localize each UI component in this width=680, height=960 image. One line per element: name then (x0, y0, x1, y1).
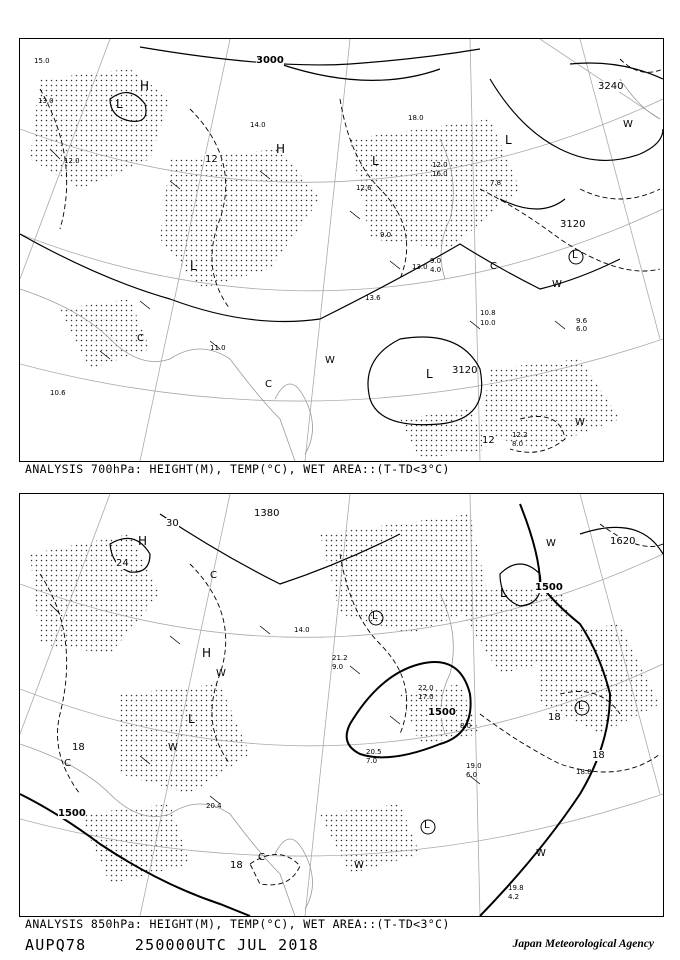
isotherm-label-18: 18 (72, 742, 85, 753)
low-pressure-center: L (372, 154, 379, 168)
low-pressure-center: L (424, 820, 430, 831)
cold-marker: C (258, 852, 265, 863)
warm-marker: W (354, 860, 364, 871)
contour-label-3240: 3240 (598, 81, 624, 92)
agency-name: Japan Meteorological Agency (512, 938, 654, 950)
station-value: 18.0 (408, 114, 424, 122)
station-value: 12.6 (356, 184, 372, 192)
isotherm-label-18: 18 (592, 750, 605, 761)
contour-label-1620: 1620 (610, 536, 636, 547)
warm-marker: W (216, 668, 226, 679)
station-value: 20.4 (206, 802, 222, 810)
warm-marker: W (536, 848, 546, 859)
low-pressure-center: L (188, 712, 195, 726)
map-700hpa (19, 38, 664, 462)
station-value: 19.0 (466, 762, 482, 770)
station-value: 9.0 (380, 231, 392, 239)
station-value: 10.6 (50, 389, 66, 397)
station-value: 21.2 (332, 654, 348, 662)
cold-marker: C (137, 333, 144, 344)
isotherm-label-24: 24 (116, 558, 129, 569)
cold-marker: C (265, 379, 272, 390)
station-value: 8.0 (460, 722, 472, 730)
station-value: 12.0 (432, 161, 448, 169)
map-850hpa (19, 493, 664, 917)
station-value: 9.0 (430, 257, 442, 265)
station-value: 12.2 (512, 431, 528, 439)
contour-label-1500: 1500 (58, 808, 86, 819)
station-value: 6.0 (576, 325, 588, 333)
station-value: 22.0 (418, 684, 434, 692)
station-value: 6.0 (466, 771, 478, 779)
station-value: 10.8 (480, 309, 496, 317)
isotherm-label-18: 18 (230, 860, 243, 871)
contour-label-3120: 3120 (452, 365, 478, 376)
station-value: 12.0 (64, 157, 80, 165)
station-value: 4.0 (430, 266, 442, 274)
cold-marker: C (64, 758, 71, 769)
contour-label-1500: 1500 (535, 582, 563, 593)
warm-marker: W (325, 355, 335, 366)
station-value: 18.8 (576, 768, 592, 776)
high-pressure-center: H (140, 79, 150, 93)
caption-700hpa: ANALYSIS 700hPa: HEIGHT(M), TEMP(°C), WET AREA::(T-TD<3°C) (25, 462, 450, 476)
contour-label-12: 12 (205, 154, 218, 165)
low-pressure-center: L (500, 586, 507, 600)
warm-marker: W (168, 742, 178, 753)
analysis-datetime: 250000UTC JUL 2018 (134, 936, 320, 954)
chart-identifier (25, 936, 319, 954)
station-value: 7.8 (490, 179, 502, 187)
station-value: 4.2 (508, 893, 520, 901)
cold-marker: C (210, 570, 217, 581)
low-pressure-center: L (426, 367, 433, 381)
low-pressure-center: L (116, 97, 123, 111)
contour-label-3120: 3120 (560, 219, 586, 230)
station-value: 13.6 (365, 294, 381, 302)
isotherm-label-18: 18 (548, 712, 561, 723)
station-value: 9.6 (576, 317, 588, 325)
station-value: 16.0 (432, 170, 448, 178)
station-value: 19.8 (508, 884, 524, 892)
low-pressure-center: L (578, 701, 584, 712)
station-value: 15.0 (34, 57, 50, 65)
low-pressure-center: L (505, 133, 512, 147)
contour-label-3000: 3000 (256, 55, 284, 66)
high-pressure-center: H (276, 142, 286, 156)
cold-marker: C (490, 261, 497, 272)
warm-marker: W (575, 417, 585, 428)
high-pressure-center: H (138, 534, 148, 548)
low-pressure-center: L (572, 250, 578, 261)
contour-label-1380: 1380 (254, 508, 280, 519)
station-value: 17.0 (418, 693, 434, 701)
station-value: 13.0 (38, 97, 54, 105)
station-value: 10.0 (480, 319, 496, 327)
high-pressure-center: H (202, 646, 212, 660)
contour-label-1500: 1500 (428, 707, 456, 718)
caption-850hpa: ANALYSIS 850hPa: HEIGHT(M), TEMP(°C), WET AREA::(T-TD<3°C) (25, 917, 450, 931)
station-value: 9.0 (332, 663, 344, 671)
station-value: 7.0 (366, 757, 378, 765)
station-value: 20.5 (366, 748, 382, 756)
station-value: 8.0 (512, 440, 524, 448)
warm-marker: W (546, 538, 556, 549)
station-value: 14.0 (250, 121, 266, 129)
chart-code: AUPQ78 (25, 936, 87, 954)
contour-label-12: 12 (482, 435, 495, 446)
warm-marker: W (552, 279, 562, 290)
warm-marker: W (623, 119, 633, 130)
station-value: 13.0 (412, 263, 428, 271)
low-pressure-center: L (190, 259, 197, 273)
low-pressure-center: L (372, 611, 378, 622)
station-value: 14.0 (294, 626, 310, 634)
isotherm-label-30: 30 (166, 518, 179, 529)
station-value: 11.0 (210, 344, 226, 352)
